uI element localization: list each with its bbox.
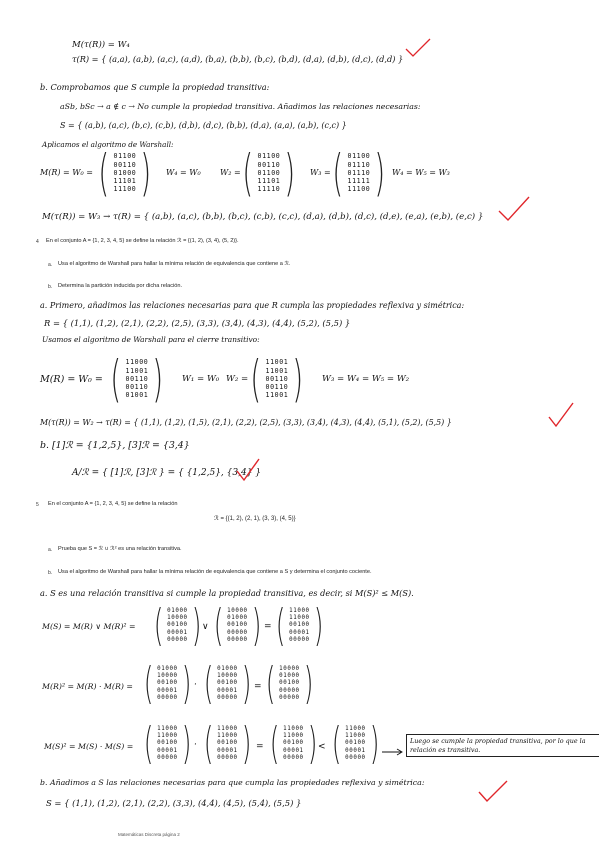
checkmark-icon [498,196,530,222]
exercise-4b-mark: b. [48,284,53,290]
exercise-4a-mark: a. [48,262,53,268]
exercise-5-relation: ℛ = {(1, 2), (2, 1), (3, 3), (4, 5)} [214,516,296,522]
ans5-b-heading: b. Añadimos a S las relaciones necesarias para que cumpla las propiedades reflexiva y simétrica: [40,778,425,787]
dot-symbol: · [194,740,197,750]
exercise-4b-text: Determina la partición inducida por dicha relación. [58,283,183,289]
exercise-5b-text: Usa el algoritmo de Warshall para hallar la mínima relación de equivalencia que contiene a S y determina el conjunto cociente. [58,569,372,575]
warshall-line-2: Usamos el algoritmo de Warshall para el cierre transitivo: [42,335,260,344]
matrix-ms2-result: ( 11000 11000 00100 00001 00000 ) [269,718,317,769]
mr2-label: M(R)² = M(R) · M(R) = [42,682,133,691]
matrix-mr-a: ( 01000 10000 00100 00001 00000 ) [143,658,191,709]
matrix-mr-b: ( 01000 10000 00100 00001 00000 ) [203,658,251,709]
matrix-mr2: ( 10000 01000 00100 00000 00000 ) [213,600,261,651]
checkmark-icon [548,402,574,428]
matrix-r-w0: ( 11000 11001 00110 00110 01001 ) [110,350,164,408]
equals-symbol: = [256,742,264,752]
exercise-5b-mark: b. [48,570,53,576]
w2-label-2: W₂ = [226,374,249,384]
matrix-r-w2: ( 11001 11001 00110 00110 11001 ) [250,350,304,408]
mtr-line: M(τ(R)) = W₄ [72,40,130,50]
dot-symbol: · [194,680,197,690]
page-footer: Matemáticas Discreta página 2 [118,832,180,837]
exercise-5a-text: Prueba que S = ℛ ∪ ℛ² es una relación transitiva. [58,546,182,552]
s-set-final: S = { (1,1), (1,2), (2,1), (2,2), (3,3), (4,4), (4,5), (5,4), (5,5) } [46,798,302,808]
checkmark-icon [236,458,260,482]
r-set-line: R = { (1,1), (1,2), (2,1), (2,2), (2,5), (3,3), (3,4), (4,3), (4,4), (5,2), (5,5) } [44,318,351,328]
m-label-2: M(R) = W₀ = [40,374,103,385]
quotient-line: A/ℛ = { [1]ℛ, [3]ℛ } = { {1,2,5}, {3,4} } [72,468,262,478]
w4-w5-eq-w3: W₄ = W₅ = W₃ [392,168,450,177]
matrix-w2: ( 01100 00110 01100 11101 11110 ) [242,144,296,202]
equals-symbol: = [254,682,262,692]
exercise-4-text: En el conjunto A = {1, 2, 3, 4, 5} se define la relación ℛ = {(1, 2), (3, 4), (5, 2)}. [46,238,239,244]
conclusion-box: Luego se cumple la propiedad transitiva, por lo que la relación es transitiva. [406,734,599,757]
section-b-heading: b. Comprobamos que S cumple la propiedad transitiva: [40,82,270,92]
less-than-symbol: < [318,742,326,752]
matrix-m0: ( 01100 00110 01000 11101 11100 ) [98,144,152,202]
matrix-ms-b: ( 11000 11000 00100 00001 00000 ) [203,718,251,769]
ans5-heading: a. S es una relación transitiva si cumple la propiedad transitiva, es decir, si M(S)² ≤ M(S). [40,588,414,598]
w2-label: W₂ = [220,168,241,177]
matrix-mr2-result: ( 10000 01000 00100 00000 00000 ) [265,658,313,709]
checkmark-icon [405,38,431,58]
s-set-line: S = { (a,b), (a,c), (b,c), (c,b), (d,b), (d,c), (b,b), (d,a), (a,a), (a,b), (c,c) } [60,121,347,130]
tr-final-line: M(τ(R)) = W₃ → τ(R) = { (a,b), (a,c), (b,b), (b,c), (c,b), (c,c), (d,a), (d,b), (d,c), (d,e), (e,a), (e,b), (e,c) } [42,212,484,222]
exercise-5-number: 5 [36,502,39,508]
exercise-5-text: En el conjunto A = {1, 2, 3, 4, 5} se define la relación [48,501,178,507]
ms2-label: M(S)² = M(S) · M(S) = [44,742,134,751]
w3-label: W₃ = [310,168,331,177]
or-symbol: ∨ [202,622,209,632]
equals-symbol: = [264,622,272,632]
matrix-ms: ( 11000 11000 00100 00001 00000 ) [275,600,323,651]
exercise-5a-mark: a. [48,547,53,553]
w1-eq-w0: W₁ = W₀ [182,374,220,384]
w3-w5-eq-w2: W₃ = W₄ = W₅ = W₂ [322,374,410,384]
ans4-heading: a. Primero, añadimos las relaciones necesarias para que R cumpla las propiedades reflexiva y simétrica: [40,301,465,310]
matrix-w3: ( 01100 01110 01110 11111 11100 ) [332,144,386,202]
w4-eq-w0: W₄ = W₀ [166,168,201,177]
matrix-ms-compare: ( 11000 11000 00100 00001 00000 ) [331,718,379,769]
exercise-4-number: 4 [36,239,39,245]
m-label: M(R) = W₀ = [40,168,93,177]
tr-final-line-2: M(τ(R)) = W₂ → τ(R) = { (1,1), (1,2), (1,5), (2,1), (2,2), (2,5), (3,3), (3,4), (4,3), (4,4), (5,1), (5,2), (5,5) } [40,418,452,427]
classes-line: b. [1]ℛ = {1,2,5}, [3]ℛ = {3,4} [40,440,190,451]
exercise-4a-text: Usa el algoritmo de Warshall para hallar la mínima relación de equivalencia que contiene a ℛ. [58,261,291,267]
section-b-reason: aSb, bSc → a ∉ c → No cumple la propiedad transitiva. Añadimos las relaciones necesarias: [60,102,421,111]
warshall-line: Aplicamos el algoritmo de Warshall: [42,140,174,149]
matrix-ms-a: ( 11000 11000 00100 00001 00000 ) [143,718,191,769]
ms-label: M(S) = M(R) ∨ M(R)² = [42,622,136,631]
matrix-mr: ( 01000 10000 00100 00001 00000 ) [153,600,201,651]
arrow-icon [382,741,404,749]
tr-line: τ(R) = { (a,a), (a,b), (a,c), (a,d), (b,a), (b,b), (b,c), (b,d), (d,a), (d,b), (d,c), (d,d) } [72,54,404,64]
checkmark-icon [478,780,508,802]
